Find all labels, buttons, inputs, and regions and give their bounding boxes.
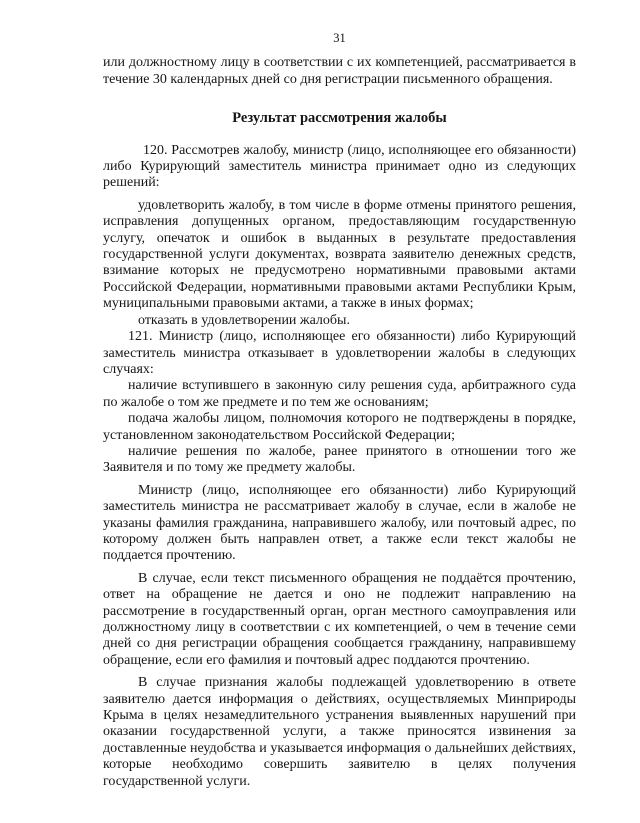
page-number: 31 [333,31,346,45]
paragraph-decision-refuse: отказать в удовлетворении жалобы. [138,312,350,328]
paragraph-unreadable: В случае, если текст письменного обращения не поддаётся прочтению, ответ на обращение не дается и оно не подлежит направлению на рассмотрение в государственный орган, орган местного самоуправления или должностному лицу в соответствии с их компетенцией, о чем в течение семи дней со дня регистрации обращения сообщается гражданину, направившему обращение, если его фамилия и почтовый адрес поддаются прочтению. [103,570,576,668]
section-heading: Результат рассмотрения жалобы [232,110,447,127]
paragraph-120: 120. Рассмотрев жалобу, министр (лицо, исполняющее его обязанности) либо Курирующий заместитель министра принимает одно из следующих решений: [103,142,576,191]
paragraph-121: 121. Министр (лицо, исполняющее его обязанности) либо Курирующий заместитель министра отказывает в удовлетворении жалобы в следующих случаях: [103,329,576,377]
paragraph-satisfied: В случае признания жалобы подлежащей удовлетворению в ответе заявителю дается информация о действиях, осуществляемых Минприроды Крыма в целях незамедлительного устранения выявленных нарушений при оказании государственной услуги, а также приносятся извинения за доставленные неудобства и указывается информация о дальнейших действиях, которые необходимо совершить заявителю в целях получения государственной услуги. [103,675,576,789]
paragraph-case-court: наличие вступившего в законную силу решения суда, арбитражного суда по жалобе о том же предмете и по тем же основаниям; [103,378,576,410]
paragraph-case-prior-decision: наличие решения по жалобе, ранее принятого в отношении того же Заявителя и по тому же предмету жалобы. [103,443,576,476]
paragraph-case-authority: подача жалобы лицом, полномочия которого не подтверждены в порядке, установленном законодательством Российской Федерации; [103,411,576,443]
paragraph-not-considered: Министр (лицо, исполняющее его обязанности) либо Курирующий заместитель министра не рассматривает жалобу в случае, если в жалобе не указаны фамилия гражданина, направившего жалобу, или почтовый адрес, по которому должен быть направлен ответ, а также если текст жалобы не поддается прочтению. [103,482,576,564]
paragraph-continuation: или должностному лицу в соответствии с их компетенцией, рассматривается в течение 30 календарных дней со дня регистрации письменного обращения. [103,55,576,87]
paragraph-decision-satisfy: удовлетворить жалобу, в том числе в форме отмены принятого решения, исправления допущенных органом, предоставляющим государственную услугу, опечаток и ошибок в выданных в результате предоставления государственной услуги документах, возврата заявителю денежных средств, взимание которых не предусмотрено нормативными правовыми актами Российской Федерации, нормативными правовыми актами Республики Крым, муниципальными правовыми актами, а также в иных формах; [103,197,576,312]
